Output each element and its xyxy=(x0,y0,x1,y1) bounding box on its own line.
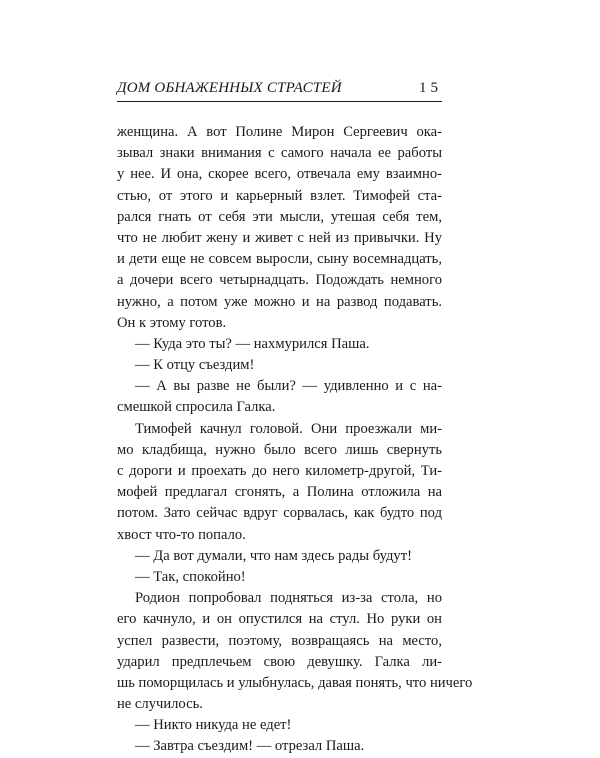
text-line: мофей предлагал сгонять, а Полина отложила на xyxy=(117,484,442,501)
text-line: потом. Зато сейчас вдруг сорвалась, как будто под xyxy=(117,505,442,522)
text-line: его качнуло, и он опустился на стул. Но руки он xyxy=(117,611,442,628)
text-line: рался гнать от себя эти мысли, утешая себя тем, xyxy=(117,208,442,225)
page-number: 15 xyxy=(419,80,442,96)
text-line: шь поморщилась и улыбнулась, давая понять, что ничего xyxy=(117,674,473,691)
dialogue-line: — Так, спокойно! xyxy=(135,568,246,585)
dialogue-line: — Куда это ты? — нахмурился Паша. xyxy=(135,335,370,352)
text-line: с дороги и проехать до него километр-другой, Ти- xyxy=(117,463,442,479)
text-line: зывал знаки внимания с самого начала ее работы xyxy=(117,145,442,162)
text-line: смешкой спросила Галка. xyxy=(117,399,276,416)
text-line: мо кладбища, нужно было всего лишь свернуть xyxy=(117,441,442,458)
text-line: Тимофей качнул головой. Они проезжали ми- xyxy=(135,420,442,437)
text-line: у нее. И она, скорее всего, отвечала ему взаимно- xyxy=(117,166,442,183)
text-line: Родион попробовал подняться из-за стола, но xyxy=(135,590,442,607)
text-line: нужно, а потом уже можно и на развод подавать. xyxy=(117,293,442,310)
text-line: что не любит жену и живет с ней из привычки. Ну xyxy=(117,229,442,246)
text-line: не случилось. xyxy=(117,696,203,713)
text-line: успел развести, поэтому, возвращаясь на место, xyxy=(117,632,442,649)
dialogue-line: — Никто никуда не едет! xyxy=(135,717,292,734)
text-line: и дети еще не совсем выросли, сыну восемнадцать, xyxy=(117,251,442,268)
dialogue-line: — К отцу съездим! xyxy=(135,357,255,374)
text-line: стью, от этого и карьерный взлет. Тимофей ста- xyxy=(117,187,442,204)
running-head xyxy=(117,80,442,100)
body-text xyxy=(117,122,473,758)
header-rule xyxy=(117,101,442,102)
text-line: ударил предплечьем свою девушку. Галка ли- xyxy=(117,653,442,670)
text-line: женщина. А вот Полине Мирон Сергеевич ока- xyxy=(117,124,442,140)
dialogue-line: — Завтра съездим! — отрезал Паша. xyxy=(135,738,365,755)
text-line: Он к этому готов. xyxy=(117,314,227,331)
dialogue-line: — А вы разве не были? — удивленно и с на- xyxy=(135,378,442,395)
text-line: а дочери всего четырнадцать. Подождать немного xyxy=(117,272,442,289)
running-title: ДОМ ОБНАЖЕННЫХ СТРАСТЕЙ xyxy=(117,80,342,96)
text-line: хвост что-то попало. xyxy=(117,526,246,543)
dialogue-line: — Да вот думали, что нам здесь рады будут! xyxy=(135,547,412,564)
